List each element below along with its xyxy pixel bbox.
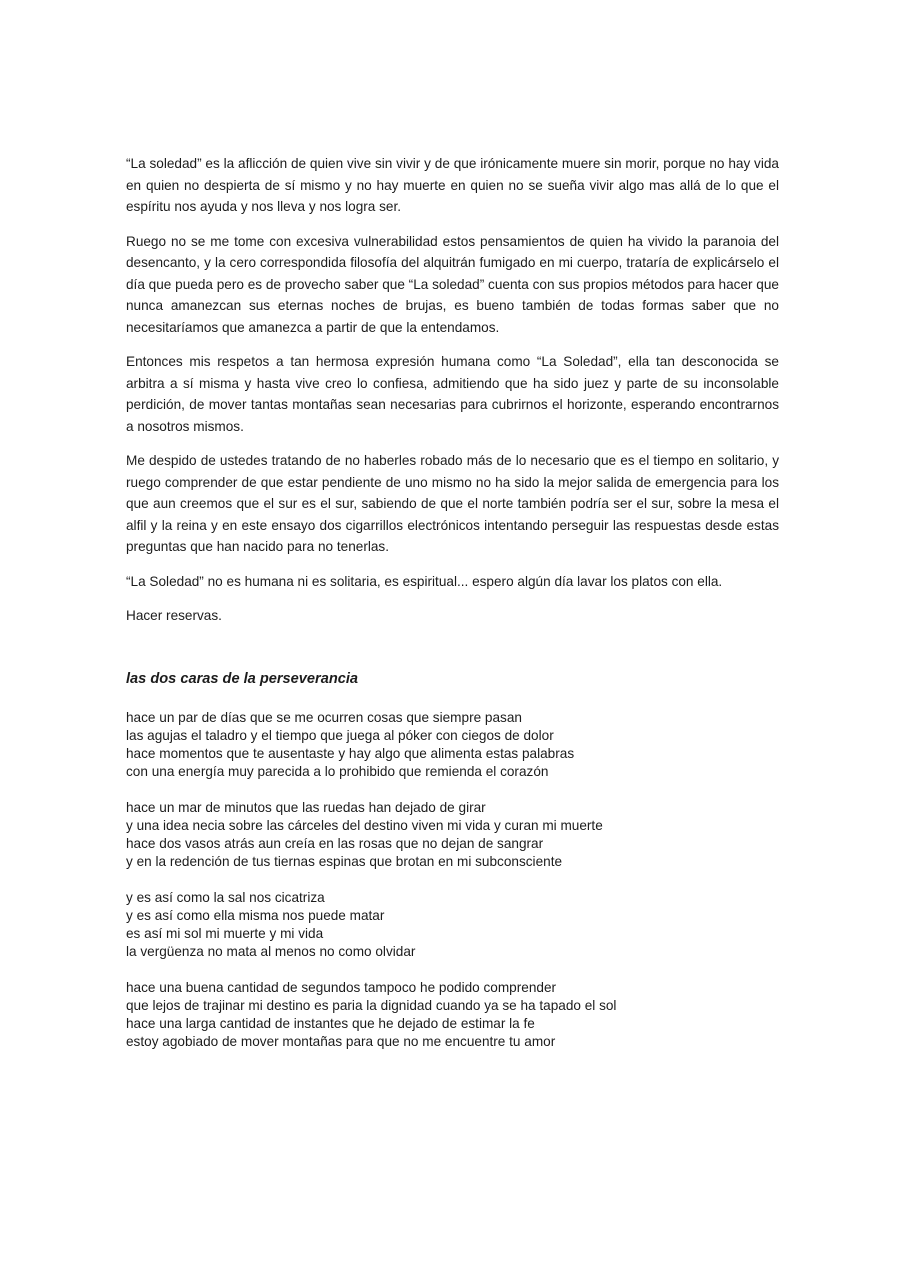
- poem-line: hace una larga cantidad de instantes que he dejado de estimar la fe: [126, 1015, 535, 1031]
- poem-line: y es así como la sal nos cicatriza: [126, 889, 325, 905]
- paragraph: Me despido de ustedes tratando de no haberles robado más de lo necesario que es el tiempo en solitario, y ruego comprender de que estar pendiente de uno mismo no ha sido la mejor salida de emergencia para los que aun creemos que el sur es el sur, sabiendo de que el norte también podría ser el sur, sobre la mesa el alfil y la reina y en este ensayo dos cigarrillos electrónicos intentando perseguir las respuestas desde estas preguntas que han nacido para no tenerlas.: [126, 453, 779, 554]
- poem-stanza: [126, 889, 779, 961]
- poem-line: estoy agobiado de mover montañas para que no me encuentre tu amor: [126, 1033, 556, 1049]
- poem-stanza: [126, 799, 779, 871]
- paragraph: Hacer reservas.: [126, 608, 222, 623]
- poem-stanza: [126, 709, 779, 781]
- paragraph: Ruego no se me tome con excesiva vulnerabilidad estos pensamientos de quien ha vivido la paranoia del desencanto, y la cero correspondida filosofía del alquitrán fumigado en mi cuerpo, trataría de explicárselo el día que pueda pero es de provecho saber que “La soledad” cuenta con sus propios métodos para hacer que nunca amanezcan sus eternas noches de brujas, es bueno también de todas formas saber que no necesitaríamos que amanezca a partir de que la entendamos.: [126, 233, 779, 335]
- poem-line: hace dos vasos atrás aun creía en las rosas que no dejan de sangrar: [126, 835, 544, 851]
- poem-line: y una idea necia sobre las cárceles del destino viven mi vida y curan mi muerte: [126, 817, 603, 833]
- poem-line: la vergüenza no mata al menos no como olvidar: [126, 943, 416, 959]
- poem-line: y en la redención de tus tiernas espinas que brotan en mi subconsciente: [126, 853, 563, 869]
- poem-line: hace un par de días que se me ocurren cosas que siempre pasan: [126, 709, 522, 725]
- poem-line: y es así como ella misma nos puede matar: [126, 907, 385, 923]
- poem-line: hace un mar de minutos que las ruedas han dejado de girar: [126, 799, 486, 815]
- poem-line: hace una buena cantidad de segundos tampoco he podido comprender: [126, 979, 557, 995]
- poem-line: las agujas el taladro y el tiempo que juega al póker con ciegos de dolor: [126, 727, 554, 743]
- paragraph: “La Soledad” no es humana ni es solitaria, es espiritual... espero algún día lavar los platos con ella.: [126, 573, 723, 589]
- poem-line: es así mi sol mi muerte y mi vida: [126, 925, 324, 941]
- poem-line: hace momentos que te ausentaste y hay algo que alimenta estas palabras: [126, 745, 575, 761]
- poem-line: que lejos de trajinar mi destino es paria la dignidad cuando ya se ha tapado el sol: [126, 997, 617, 1013]
- poem-line: con una energía muy parecida a lo prohibido que remienda el corazón: [126, 763, 549, 779]
- paragraph: Entonces mis respetos a tan hermosa expresión humana como “La Soledad”, ella tan desconocida se arbitra a sí misma y hasta vive creo lo confiesa, admitiendo que ha sido juez y parte de su inconsolable perdición, de mover tantas montañas sean necesarias para cubrirnos el horizonte, esperando encontrarnos a nosotros mismos.: [126, 354, 779, 434]
- poem-title: las dos caras de la perseverancia: [126, 670, 359, 687]
- paragraph: “La soledad” es la aflicción de quien vive sin vivir y de que irónicamente muere sin morir, porque no hay vida en quien no despierta de sí mismo y no hay muerte en quien no se sueña vivir algo mas allá de lo que el espíritu nos ayuda y nos lleva y nos logra ser.: [126, 156, 779, 214]
- poem-stanza: [126, 979, 779, 1051]
